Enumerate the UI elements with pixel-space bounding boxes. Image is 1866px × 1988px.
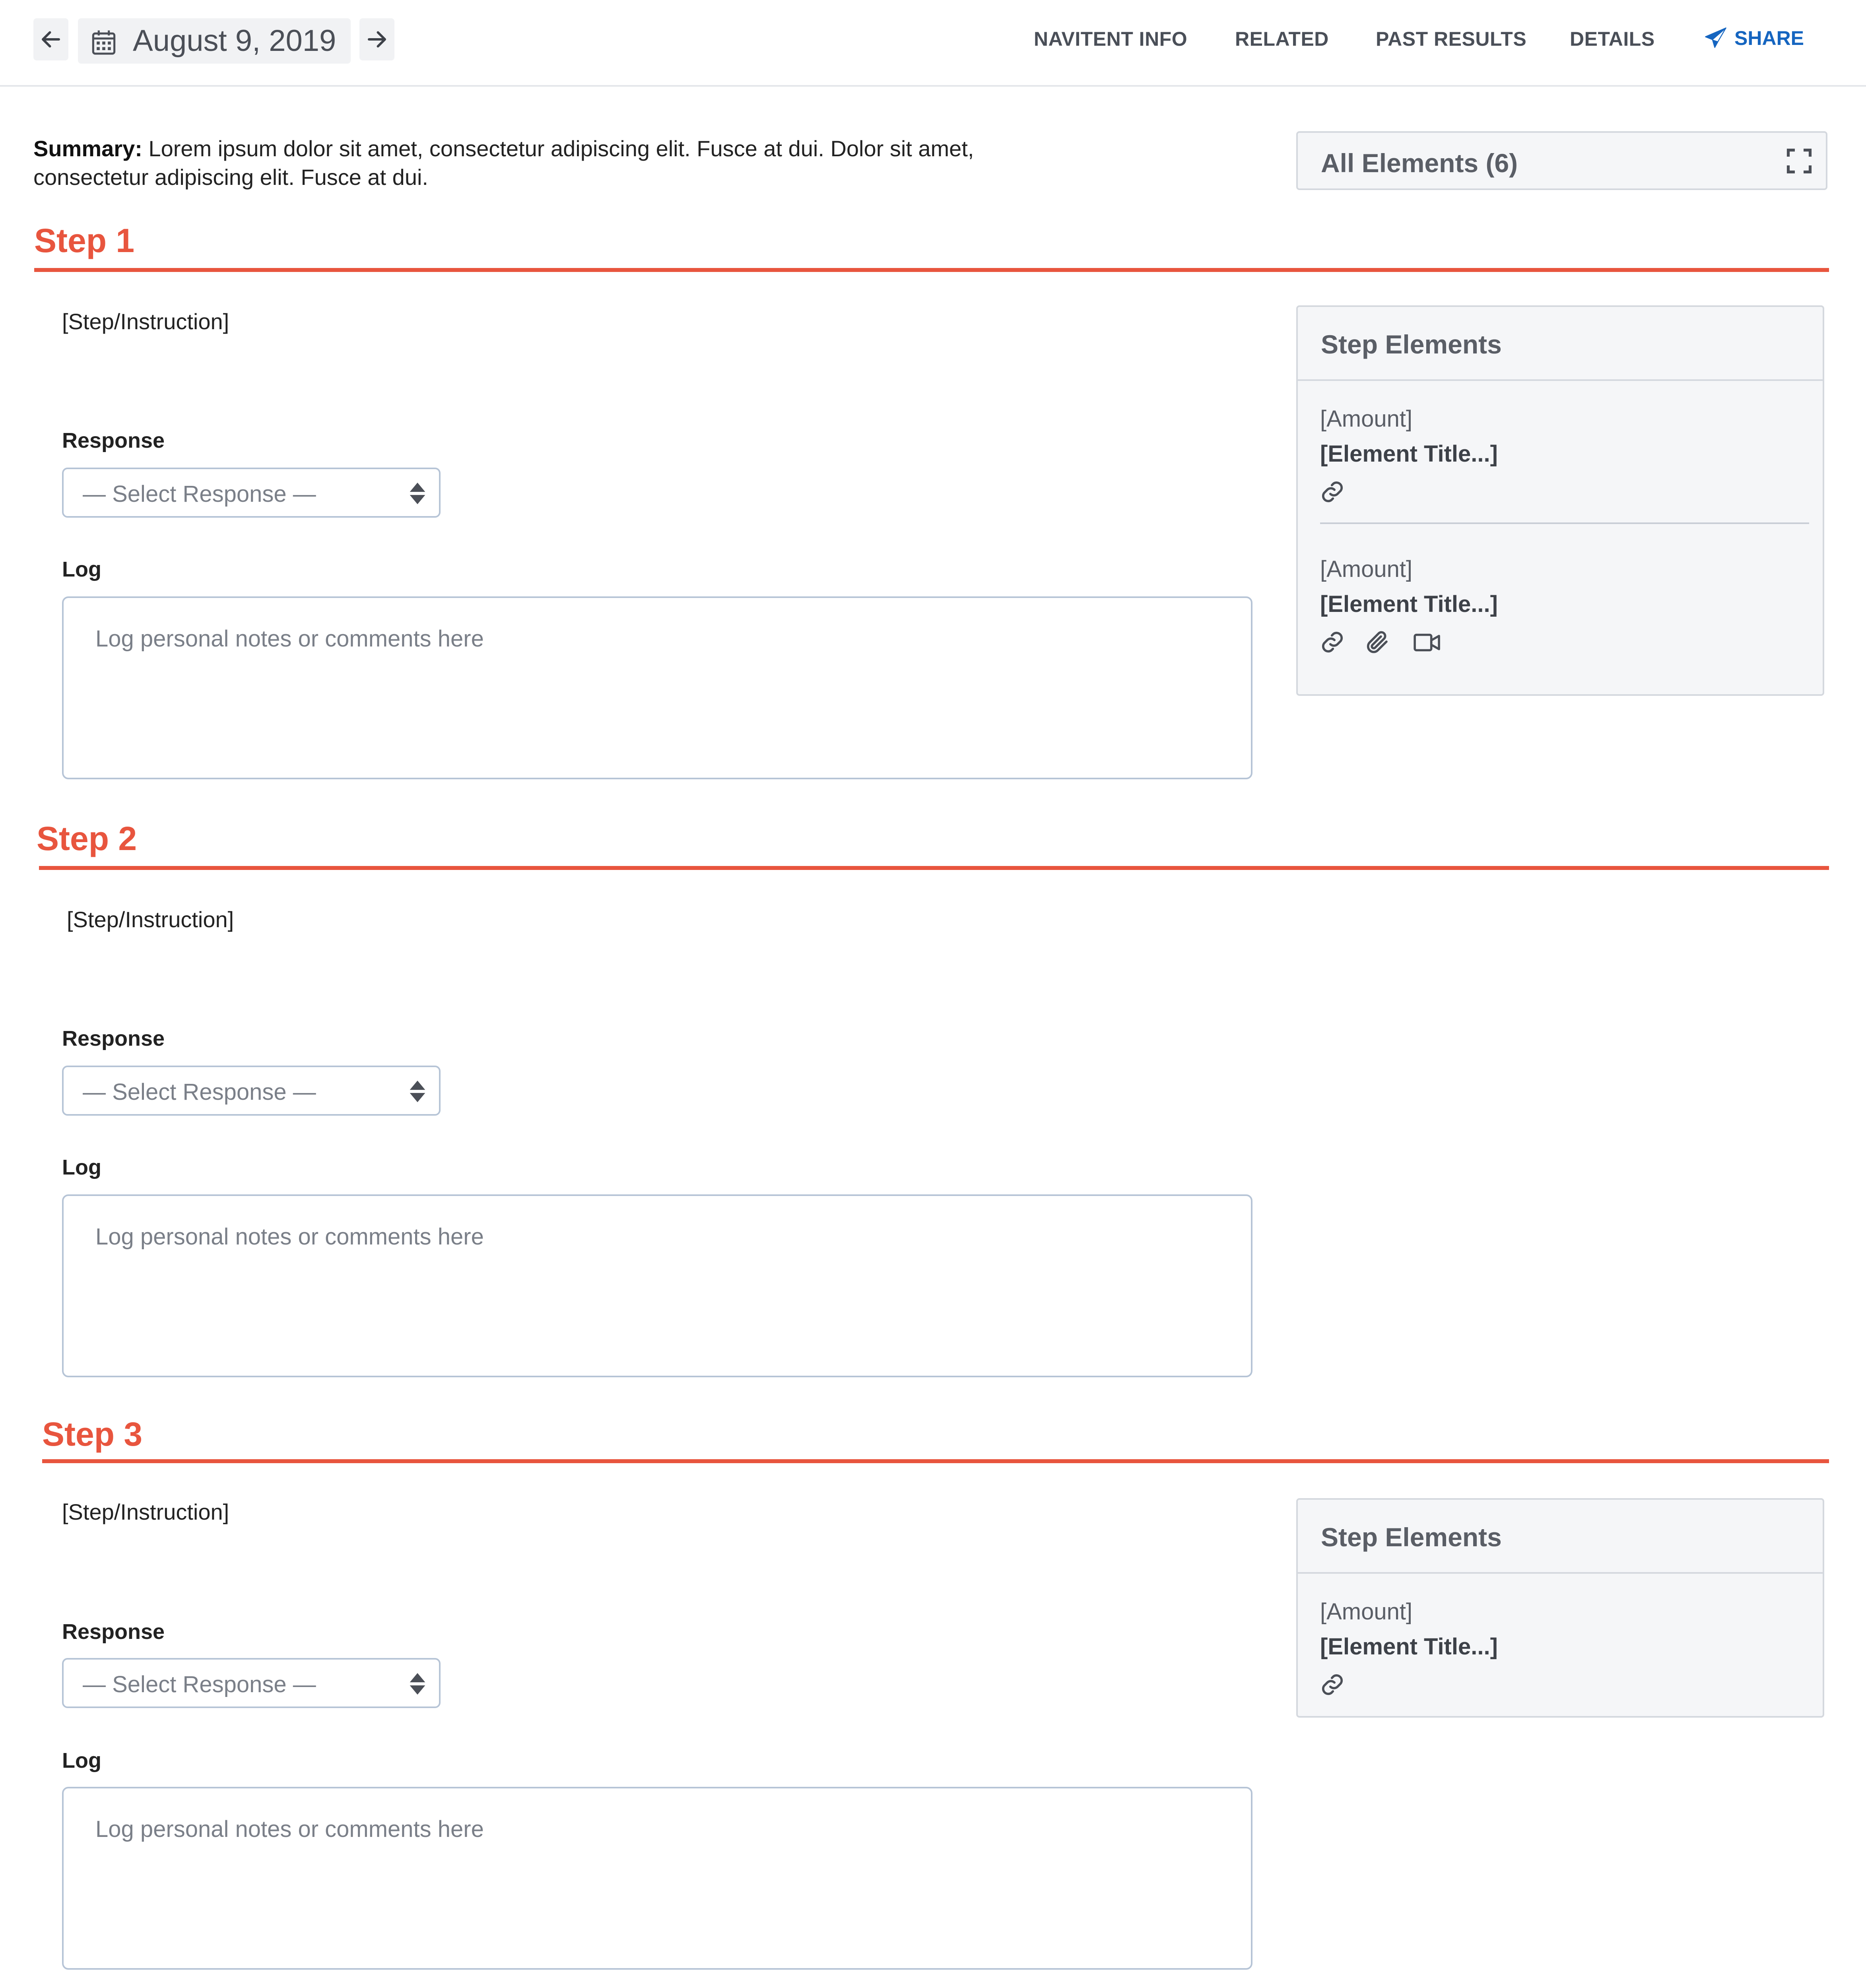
element-amount: [Amount] [1320, 406, 1413, 432]
video-icon[interactable] [1413, 631, 1442, 654]
share-button[interactable] [1704, 27, 1804, 49]
nav-navitent-info[interactable]: NAVITENT INFO [1034, 28, 1188, 50]
paper-plane-icon [1704, 27, 1727, 49]
select-arrows-icon [408, 481, 427, 506]
step-1-response-label: Response [62, 429, 165, 452]
step-3-divider [42, 1459, 1829, 1463]
step-1-log-input[interactable] [62, 596, 1252, 779]
step-elements-header: Step Elements [1321, 330, 1502, 359]
step-1-log-label: Log [62, 557, 101, 581]
nav-related[interactable]: RELATED [1235, 28, 1329, 50]
step-2-log-input[interactable] [62, 1194, 1252, 1377]
next-date-button[interactable] [359, 18, 394, 60]
select-arrows-icon [408, 1079, 427, 1104]
step-3-title: Step 3 [42, 1415, 143, 1453]
expand-icon[interactable] [1786, 148, 1812, 174]
step-3-log-placeholder: Log personal notes or comments here [95, 1816, 484, 1842]
step-1-title: Step 1 [34, 222, 135, 259]
previous-date-button[interactable] [33, 18, 68, 60]
step-2-response-value: — Select Response — [83, 1079, 316, 1105]
step-3-log-label: Log [62, 1749, 101, 1773]
step-3-response-label: Response [62, 1620, 165, 1644]
element-title[interactable]: [Element Title...] [1320, 1634, 1498, 1660]
summary-label: Summary: [33, 136, 142, 161]
step-2-instruction: [Step/Instruction] [67, 907, 234, 932]
nav-past-results[interactable]: PAST RESULTS [1376, 28, 1527, 50]
arrow-right-icon [365, 27, 389, 51]
step-2-response-select[interactable] [62, 1066, 441, 1116]
element-amount: [Amount] [1320, 1599, 1413, 1625]
select-arrows-icon [408, 1672, 427, 1696]
share-label: SHARE [1734, 27, 1804, 49]
link-icon[interactable] [1320, 630, 1345, 654]
step-1-elements-panel [1296, 305, 1824, 696]
step-2-log-label: Log [62, 1155, 101, 1179]
date-picker[interactable] [78, 18, 351, 64]
calendar-icon [91, 29, 116, 56]
step-2-title: Step 2 [37, 820, 137, 857]
step-1-response-value: — Select Response — [83, 481, 316, 507]
current-date: August 9, 2019 [133, 24, 336, 58]
step-3-response-value: — Select Response — [83, 1672, 316, 1697]
step-3-elements-panel [1296, 1498, 1824, 1718]
step-3-response-select[interactable] [62, 1658, 441, 1708]
step-1-log-placeholder: Log personal notes or comments here [95, 626, 484, 652]
step-2-response-label: Response [62, 1027, 165, 1050]
element-amount: [Amount] [1320, 556, 1413, 582]
step-1-divider [34, 268, 1829, 272]
summary [33, 134, 1067, 192]
step-3-instruction: [Step/Instruction] [62, 1499, 229, 1524]
nav-details[interactable]: DETAILS [1570, 28, 1655, 50]
all-elements-label: All Elements (6) [1321, 148, 1518, 178]
step-elements-header: Step Elements [1321, 1522, 1502, 1552]
element-title[interactable]: [Element Title...] [1320, 441, 1498, 467]
element-title[interactable]: [Element Title...] [1320, 591, 1498, 617]
step-1-response-select[interactable] [62, 468, 441, 518]
element-divider [1320, 522, 1809, 524]
step-3-log-input[interactable] [62, 1787, 1252, 1970]
all-elements-toggle[interactable] [1296, 131, 1827, 190]
link-icon[interactable] [1320, 1672, 1345, 1697]
step-1-instruction: [Step/Instruction] [62, 309, 229, 334]
link-icon[interactable] [1320, 480, 1345, 504]
paperclip-icon[interactable] [1365, 630, 1390, 654]
step-2-divider [39, 866, 1829, 870]
summary-text: Lorem ipsum dolor sit amet, consectetur adipiscing elit. Fusce at dui. Dolor sit amet, consectetur adipiscing elit. Fusce at dui. [33, 136, 974, 190]
arrow-left-icon [39, 27, 63, 51]
step-2-log-placeholder: Log personal notes or comments here [95, 1224, 484, 1250]
